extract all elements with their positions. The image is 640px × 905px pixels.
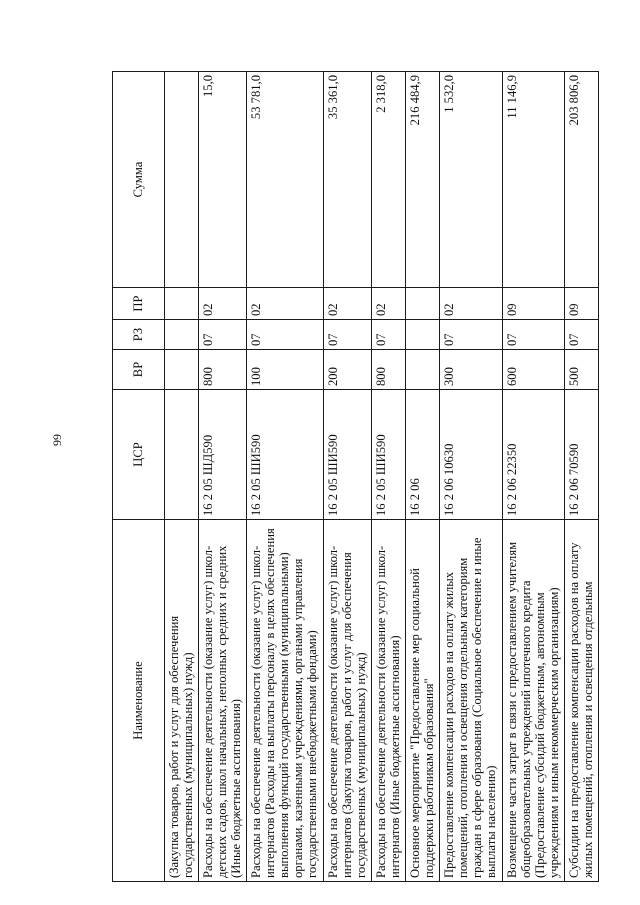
row-csr: 16 2 05 ШИ590 [324, 390, 372, 520]
table-row [165, 72, 199, 882]
row-vr: 600 [502, 350, 565, 390]
row-vr: 200 [324, 350, 372, 390]
row-rz [406, 320, 440, 350]
row-rz: 07 [324, 320, 372, 350]
row-pr: 02 [439, 288, 502, 320]
table-row [372, 72, 406, 882]
header-vr: ВР [113, 350, 165, 390]
row-csr [165, 390, 199, 520]
row-rz: 07 [247, 320, 324, 350]
table-row [439, 72, 502, 882]
table-row [247, 72, 324, 882]
row-sum: 1 532,0 [439, 72, 502, 288]
row-sum: 35 361,0 [324, 72, 372, 288]
header-rz: РЗ [113, 320, 165, 350]
budget-table [112, 71, 599, 882]
row-vr: 500 [565, 350, 599, 390]
row-vr [165, 350, 199, 390]
row-rz: 07 [198, 320, 246, 350]
row-pr: 02 [247, 288, 324, 320]
table-row [324, 72, 372, 882]
row-vr: 800 [198, 350, 246, 390]
row-rz: 07 [372, 320, 406, 350]
row-rz [165, 320, 199, 350]
row-pr: 02 [198, 288, 246, 320]
row-sum: 53 781,0 [247, 72, 324, 288]
table-header-row [113, 72, 165, 882]
row-name: Предоставление компенсации расходов на оплату жилых помещений, отопления и освещения отдельным категориям граждан в сфере образования (Социальное обеспечение и иные выплаты населению) [439, 520, 502, 882]
row-pr [406, 288, 440, 320]
row-csr: 16 2 05 ШД590 [198, 390, 246, 520]
row-vr: 300 [439, 350, 502, 390]
row-rz: 07 [439, 320, 502, 350]
row-sum: 2 318,0 [372, 72, 406, 288]
row-csr: 16 2 05 ШИ590 [247, 390, 324, 520]
row-pr: 02 [324, 288, 372, 320]
row-name: Субсидии на предоставление компенсации расходов на оплату жилых помещений, отопления и освещения отдельным [565, 520, 599, 882]
table-row [198, 72, 246, 882]
row-sum [165, 72, 199, 288]
rotated-page-content [112, 72, 599, 882]
row-vr: 800 [372, 350, 406, 390]
table-row [406, 72, 440, 882]
row-name: Возмещение части затрат в связи с предоставлением учителям общеобразовательных учреждений ипотечного кредита (Предоставление субсидий бюджетным, автономным учреждениям и иным некоммерческим организациям) [502, 520, 565, 882]
row-name: Основное мероприятие "Предоставление мер социальной поддержки работникам образования" [406, 520, 440, 882]
table-row [502, 72, 565, 882]
row-csr: 16 2 06 70590 [565, 390, 599, 520]
table-row [565, 72, 599, 882]
row-pr: 02 [372, 288, 406, 320]
row-pr: 09 [502, 288, 565, 320]
row-name: Расходы на обеспечение деятельности (оказание услуг) школ-интернатов (Иные бюджетные ассигнования) [372, 520, 406, 882]
row-sum: 15,0 [198, 72, 246, 288]
row-name: Расходы на обеспечение деятельности (оказание услуг) школ-интернатов (Закупка товаров, работ и услуг для обеспечения государственных (муниципальных) нужд) [324, 520, 372, 882]
row-rz: 07 [502, 320, 565, 350]
header-sum: Сумма [113, 72, 165, 288]
row-name: Расходы на обеспечение деятельности (оказание услуг) школ-детских садов, школ начальных, неполных средних и средних (Иные бюджетные ассигнования) [198, 520, 246, 882]
row-sum: 203 806,0 [565, 72, 599, 288]
page-number: 99 [50, 434, 64, 446]
row-rz: 07 [565, 320, 599, 350]
row-name: Расходы на обеспечение деятельности (оказание услуг) школ-интернатов (Расходы на выплаты персоналу в целях обеспечения выполнения функций государственными (муниципальными) органами, казенными учреждениями, органами управления государственными внебюджетными фондами) [247, 520, 324, 882]
row-csr: 16 2 06 10630 [439, 390, 502, 520]
row-csr: 16 2 06 22350 [502, 390, 565, 520]
row-pr: 09 [565, 288, 599, 320]
header-pr: ПР [113, 288, 165, 320]
row-sum: 11 146,9 [502, 72, 565, 288]
row-sum: 216 484,9 [406, 72, 440, 288]
row-csr: 16 2 05 ШИ590 [372, 390, 406, 520]
row-pr [165, 288, 199, 320]
row-vr [406, 350, 440, 390]
row-csr: 16 2 06 [406, 390, 440, 520]
row-vr: 100 [247, 350, 324, 390]
header-name: Наименование [113, 520, 165, 882]
row-name: (Закупка товаров, работ и услуг для обеспечения государственных (муниципальных) нужд) [165, 520, 199, 882]
header-csr: ЦСР [113, 390, 165, 520]
